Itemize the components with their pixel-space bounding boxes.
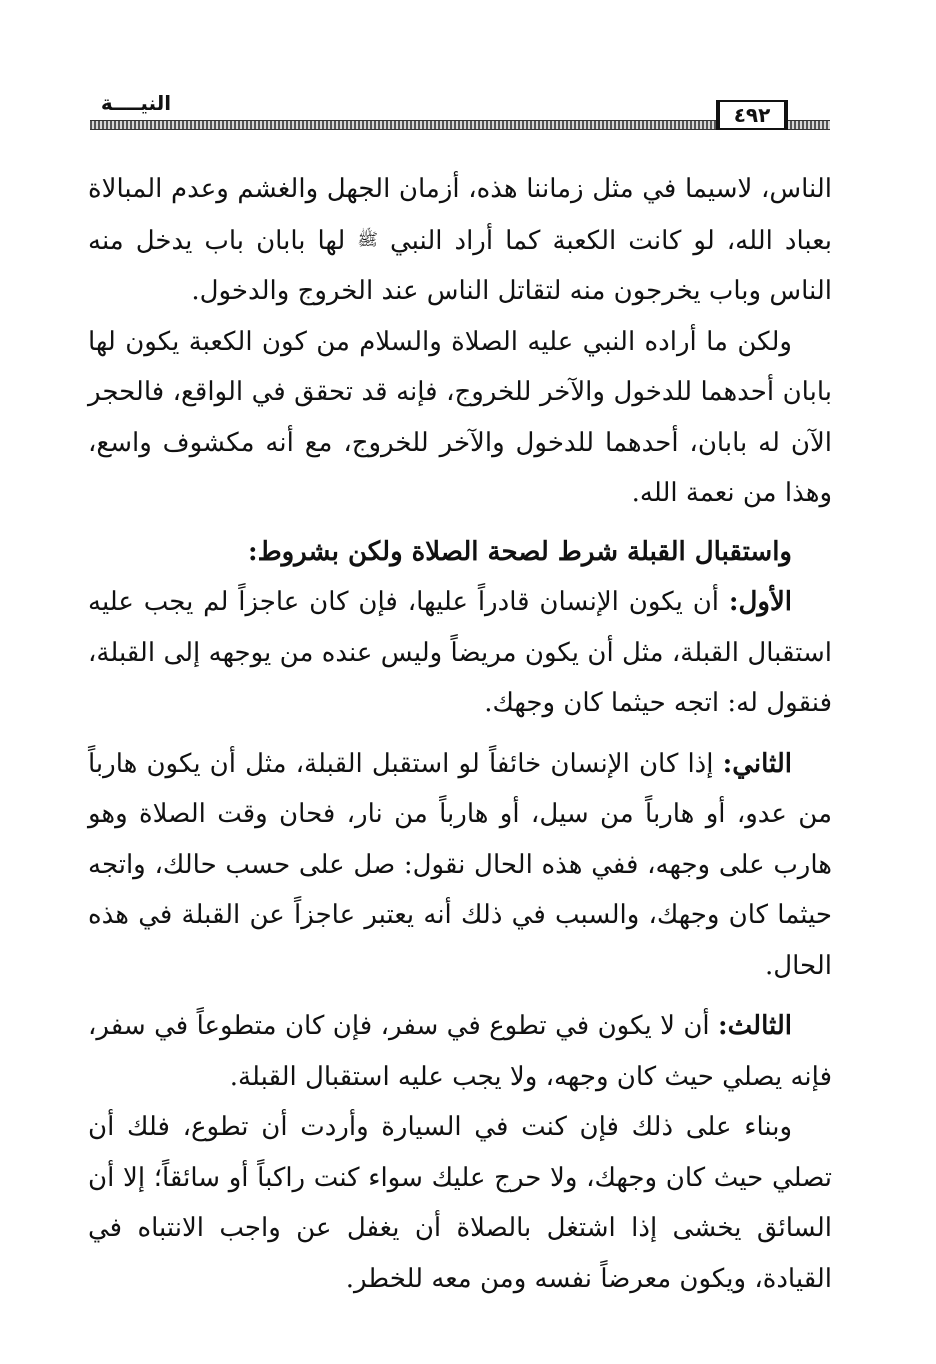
page-number: ٤٩٢ bbox=[716, 100, 788, 130]
condition-label: الثاني: bbox=[722, 748, 793, 779]
paragraph: وبناء على ذلك فإن كنت في السيارة وأردت أن تطوع، فلك أن تصلي حيث كان وجهك، ولا حرج عليك سواء كنت راكباً أو سائقاً؛ إلا أن السائق يخشى إذا اشتغل بالصلاة أن يغفل عن واجب الانتباه في القيادة، ويكون معرضاً نفسه ومن معه للخطر. bbox=[88, 1112, 832, 1294]
paragraph-continuation bbox=[88, 164, 832, 317]
condition-first bbox=[88, 577, 832, 729]
page-header bbox=[90, 92, 830, 132]
condition-text: إذا كان الإنسان خائفاً لو استقبل القبلة، مثل أن يكون هارباً من عدو، أو هارباً من سيل، أو هارباً من نار، فحان وقت الصلاة وهو هارب على وجهه، ففي هذه الحال نقول: صل على حسب حالك، واتجه حيثما كان وجهك، والسبب في ذلك أنه يعتبر عاجزاً عن القبلة في هذه الحال. bbox=[88, 748, 832, 981]
paragraph: ولكن ما أراده النبي عليه الصلاة والسلام من كون الكعبة يكون لها بابان أحدهما للدخول والآخر للخروج، فإنه قد تحقق في الواقع، فالحجر الآن له بابان، أحدهما للدخول والآخر للخروج، مع أنه مكشوف واسع، وهذا من نعمة الله. bbox=[88, 326, 832, 508]
section-heading: واستقبال القبلة شرط لصحة الصلاة ولكن بشروط: bbox=[247, 536, 792, 567]
salutation-symbol: ﷺ bbox=[357, 229, 378, 250]
paragraph-text: لها بابان باب يدخل منه الناس وباب يخرجون منه لتقاتل الناس عند الخروج والدخول. bbox=[88, 225, 832, 306]
condition-second bbox=[88, 739, 832, 992]
condition-third bbox=[88, 1001, 832, 1102]
paragraph-text: الناس، لاسيما في مثل زماننا هذه، أزمان الجهل والغشم وعدم المبالاة بعباد الله، لو كانت الكعبة كما أراد النبي bbox=[88, 174, 833, 256]
condition-text: أن لا يكون في تطوع في سفر، فإن كان متطوعاً في سفر، فإنه يصلي حيث كان وجهه، ولا يجب عليه استقبال القبلة. bbox=[88, 1011, 832, 1092]
running-title: النيــــة bbox=[90, 90, 182, 116]
condition-label: الأول: bbox=[728, 587, 793, 617]
condition-text: أن يكون الإنسان قادراً عليها، فإن كان عاجزاً لم يجب عليه استقبال القبلة، مثل أن يكون مريضاً وليس عنده من يوجهه إلى القبلة، فنقول له: اتجه حيثما كان وجهك. bbox=[88, 587, 832, 718]
page-body bbox=[88, 164, 832, 1304]
condition-label: الثالث: bbox=[718, 1011, 793, 1041]
